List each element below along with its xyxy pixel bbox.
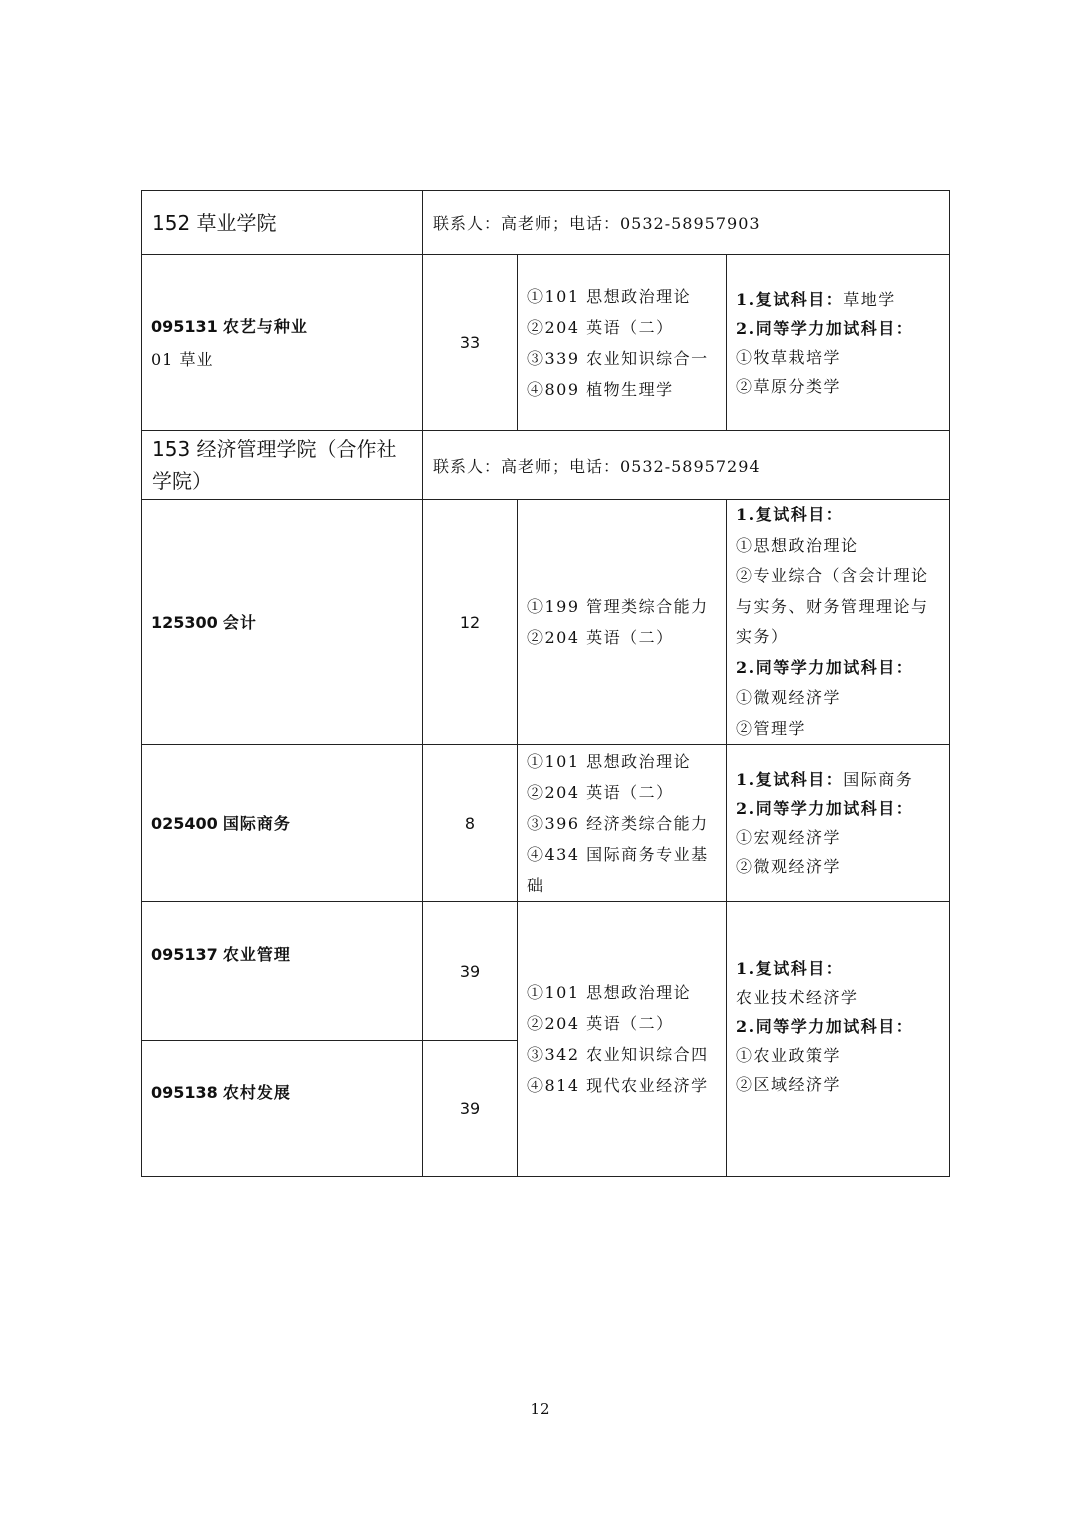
major-code: 095131 <box>151 316 218 336</box>
equivalent-heading: 2.同等学力加试科目： <box>736 657 914 677</box>
quota-cell: 39 <box>423 902 518 1041</box>
retest-subject: 草地学 <box>843 289 896 309</box>
equivalent-heading: 2.同等学力加试科目： <box>736 1017 914 1036</box>
equivalent-subject: ②微观经济学 <box>736 857 842 876</box>
equivalent-subject: ②草原分类学 <box>736 376 842 396</box>
department-contact: 联系人：高老师；电话：0532-58957903 <box>423 191 950 255</box>
major-cell <box>142 745 423 902</box>
retest-heading: 1.复试科目： <box>736 770 844 789</box>
retest-subjects <box>727 745 950 902</box>
major-name: 农业管理 <box>222 945 291 964</box>
exam-subjects <box>518 255 727 431</box>
major-cell <box>142 1041 423 1177</box>
exam-subject: ②204 英语（二） <box>527 1014 674 1033</box>
equivalent-subject: ①农业政策学 <box>736 1046 842 1065</box>
major-name: 农艺与种业 <box>222 316 308 336</box>
page-number: 12 <box>530 1400 550 1418</box>
equivalent-subject: ①牧草栽培学 <box>736 347 842 367</box>
department-title: 152 草业学院 <box>142 191 423 255</box>
department-header-row <box>142 431 950 500</box>
admission-table <box>141 190 950 1177</box>
quota-cell: 8 <box>423 745 518 902</box>
major-code: 025400 <box>151 813 218 833</box>
exam-subject: ②204 英语（二） <box>527 317 674 337</box>
retest-subjects <box>727 255 950 431</box>
exam-subject: ④434 国际商务专业基 <box>527 844 709 864</box>
major-name: 农村发展 <box>222 1083 291 1102</box>
retest-subject: 与实务、财务管理理论与 <box>736 596 929 616</box>
exam-subject: ①101 思想政治理论 <box>527 983 692 1002</box>
equivalent-subject: ①微观经济学 <box>736 688 842 707</box>
exam-subject: 础 <box>527 875 545 895</box>
major-cell <box>142 500 423 745</box>
retest-subjects <box>727 902 950 1177</box>
table-row <box>142 902 950 1041</box>
quota-cell: 33 <box>423 255 518 431</box>
equivalent-subject: ①宏观经济学 <box>736 828 842 847</box>
major-direction: 01 草业 <box>151 349 214 369</box>
quota-cell: 39 <box>423 1041 518 1177</box>
exam-subject: ①101 思想政治理论 <box>527 286 692 306</box>
retest-subject: 农业技术经济学 <box>736 988 859 1007</box>
major-name: 会计 <box>222 612 257 632</box>
retest-heading: 1.复试科目： <box>736 505 844 524</box>
department-contact: 联系人：高老师；电话：0532-58957294 <box>423 431 950 500</box>
quota-cell: 12 <box>423 500 518 745</box>
retest-subjects <box>727 500 950 745</box>
retest-subject: ①思想政治理论 <box>736 535 859 555</box>
major-cell <box>142 902 423 1041</box>
exam-subject: ②204 英语（二） <box>527 782 674 802</box>
exam-subject: ④809 植物生理学 <box>527 379 674 399</box>
retest-subject: 实务） <box>736 627 789 646</box>
exam-subject: ③342 农业知识综合四 <box>527 1045 709 1064</box>
retest-heading: 1.复试科目： <box>736 289 844 309</box>
equivalent-heading: 2.同等学力加试科目： <box>736 318 914 338</box>
exam-subject: ③339 农业知识综合一 <box>527 348 709 368</box>
exam-subject: ①101 思想政治理论 <box>527 751 692 771</box>
table-row <box>142 500 950 745</box>
exam-subjects <box>518 745 727 902</box>
retest-subject: 国际商务 <box>843 770 914 789</box>
exam-subject: ②204 英语（二） <box>527 628 674 647</box>
equivalent-heading: 2.同等学力加试科目： <box>736 799 914 818</box>
exam-subject: ③396 经济类综合能力 <box>527 813 709 833</box>
equivalent-subject: ②区域经济学 <box>736 1075 842 1094</box>
major-code: 095137 <box>151 945 218 964</box>
major-name: 国际商务 <box>222 813 291 833</box>
department-title: 153 经济管理学院（合作社学院） <box>142 431 423 500</box>
retest-heading: 1.复试科目： <box>736 959 844 978</box>
table-row <box>142 745 950 902</box>
department-header-row <box>142 191 950 255</box>
major-code: 125300 <box>151 612 218 632</box>
exam-subject: ④814 现代农业经济学 <box>527 1076 709 1095</box>
major-cell <box>142 255 423 431</box>
exam-subjects <box>518 902 727 1177</box>
table-row <box>142 255 950 431</box>
exam-subjects <box>518 500 727 745</box>
exam-subject: ①199 管理类综合能力 <box>527 597 709 616</box>
equivalent-subject: ②管理学 <box>736 718 807 738</box>
retest-subject: ②专业综合（含会计理论 <box>736 566 929 585</box>
major-code: 095138 <box>151 1083 218 1102</box>
